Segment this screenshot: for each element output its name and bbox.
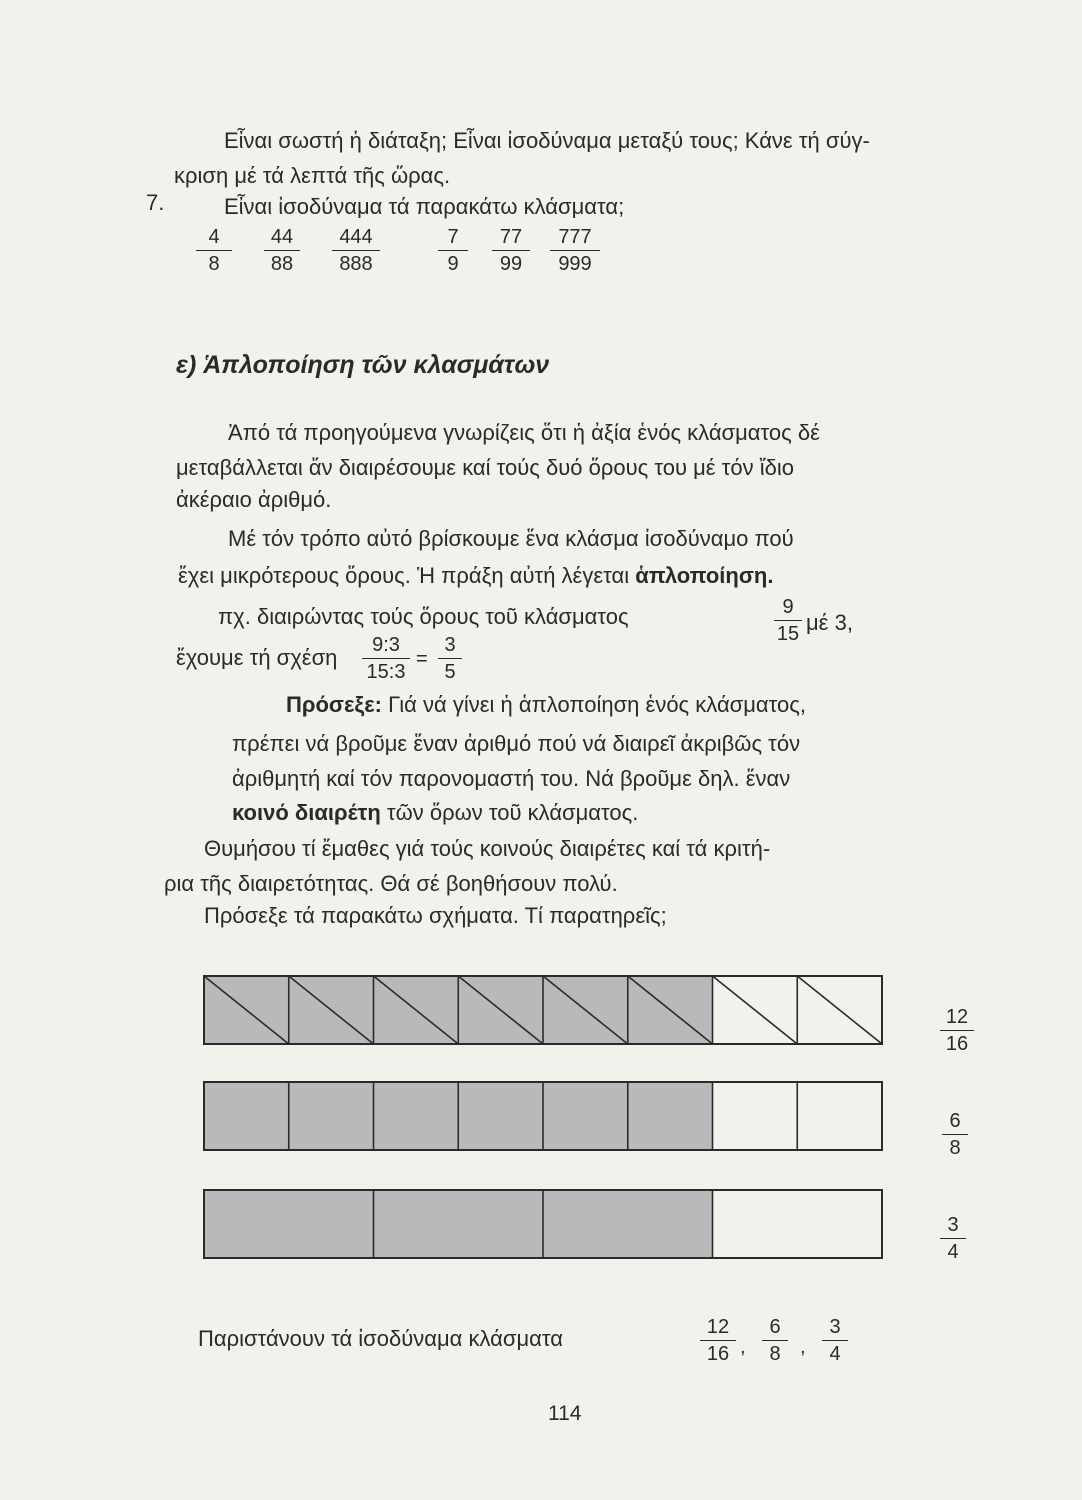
bar-3-label (940, 1214, 966, 1263)
comma: , (740, 1336, 746, 1358)
text-line-p1c: ἀκέραιο ἀριθμό. (176, 487, 332, 512)
diagonal-divider (713, 976, 798, 1044)
numerator: 44 (270, 226, 294, 248)
text-line-p5a: Θυμήσου τί ἔμαθες γιά τούς κοινούς διαιρέτες καί τά κριτή- (204, 836, 771, 861)
numerator: 6 (769, 1316, 781, 1338)
denominator: 99 (499, 253, 523, 275)
numerator: 3 (444, 634, 456, 656)
numerator: 4 (208, 226, 220, 248)
equals-sign: = (416, 648, 428, 670)
numerator: 77 (499, 226, 523, 248)
fraction-bar-1 (204, 976, 882, 1044)
denominator: 4 (947, 1241, 959, 1263)
text-line-1: Εἶναι σωστή ἡ διάταξη; Εἶναι ἰσοδύναμα μεταξύ τους; Κάνε τή σύγ- (224, 128, 870, 153)
denominator: 4 (829, 1343, 841, 1365)
numerator: 12 (945, 1006, 969, 1028)
fraction-bar-2 (204, 1082, 882, 1150)
final-fraction-2 (762, 1316, 788, 1365)
comma: , (800, 1336, 806, 1358)
p4d-text: τῶν ὅρων τοῦ κλάσματος. (380, 800, 639, 825)
exercise-number: 7. (146, 190, 165, 215)
text-line-p7: Παριστάνουν τά ἰσοδύναμα κλάσματα (198, 1326, 563, 1351)
p2b-text: ἔχει μικρότερους ὅρους. Ἡ πράξη αὐτή λέγεται (178, 563, 636, 588)
denominator: 15:3 (366, 661, 406, 683)
bar-2-label (942, 1110, 968, 1159)
diagonal-divider (797, 976, 882, 1044)
page-number: 114 (548, 1402, 582, 1425)
denominator: 999 (558, 253, 592, 275)
bar-1-label (940, 1006, 974, 1055)
denominator: 5 (444, 661, 456, 683)
final-fraction-3 (822, 1316, 848, 1365)
denominator: 8 (208, 253, 220, 275)
text-line-p3a: πχ. διαιρώντας τούς ὅρους τοῦ κλάσματος (218, 604, 629, 629)
text-line-p4b: πρέπει νά βροῦμε ἕναν ἀριθμό πού νά διαιρεῖ ἀκριβῶς τόν (232, 731, 801, 756)
p4a-text: Γιά νά γίνει ἡ ἁπλοποίηση ἑνός κλάσματος, (382, 692, 806, 717)
text-line-p1a: Ἀπό τά προηγούμενα γνωρίζεις ὅτι ἡ ἀξία ἑνός κλάσματος δέ (228, 420, 820, 445)
term-common-divisor: κοινό διαιρέτη (232, 800, 381, 825)
numerator: 9:3 (372, 634, 400, 656)
text-line-p3a-end: μέ 3, (806, 610, 853, 635)
numerator: 3 (947, 1214, 959, 1236)
exercise-7-question: Εἶναι ἰσοδύναμα τά παρακάτω κλάσματα; (224, 194, 625, 219)
final-fraction-1 (700, 1316, 736, 1365)
text-line-2: κριση μέ τά λεπτά τῆς ὥρας. (174, 163, 451, 188)
numerator: 7 (447, 226, 459, 248)
denominator: 8 (949, 1137, 961, 1159)
numerator: 3 (829, 1316, 841, 1338)
denominator: 9 (447, 253, 459, 275)
denominator: 88 (270, 253, 294, 275)
denominator: 888 (339, 253, 373, 275)
fraction-bar-3 (204, 1190, 882, 1258)
denominator: 8 (769, 1343, 781, 1365)
text-line-p1b: μεταβάλλεται ἄν διαιρέσουμε καί τούς δυό ὅρους του μέ τόν ἴδιο (176, 455, 795, 480)
numerator: 6 (949, 1110, 961, 1132)
numerator: 444 (339, 226, 373, 248)
numerator: 9 (782, 596, 794, 618)
numerator: 12 (706, 1316, 730, 1338)
denominator: 16 (945, 1033, 969, 1055)
text-line-p2a: Μέ τόν τρόπο αὐτό βρίσκουμε ἕνα κλάσμα ἰσοδύναμο πού (228, 526, 794, 551)
text-line-p5b: ρια τῆς διαιρετότητας. Θά σέ βοηθήσουν πολύ. (164, 871, 618, 896)
text-line-p3b: ἔχουμε τή σχέση (176, 645, 338, 670)
numerator: 777 (558, 226, 592, 248)
shaded-region (204, 1190, 713, 1258)
denominator: 16 (706, 1343, 730, 1365)
term-simplification: ἁπλοποίηση. (635, 563, 774, 588)
note-label: Πρόσεξε: (286, 692, 382, 717)
text-line-p4c: ἀριθμητή καί τόν παρονομαστή του. Νά βροῦμε δηλ. ἕναν (232, 766, 791, 791)
text-line-p6: Πρόσεξε τά παρακάτω σχήματα. Τί παρατηρεῖς; (204, 903, 667, 928)
section-heading: ε) Ἁπλοποίηση τῶν κλασμάτων (176, 351, 550, 379)
denominator: 15 (776, 623, 800, 645)
